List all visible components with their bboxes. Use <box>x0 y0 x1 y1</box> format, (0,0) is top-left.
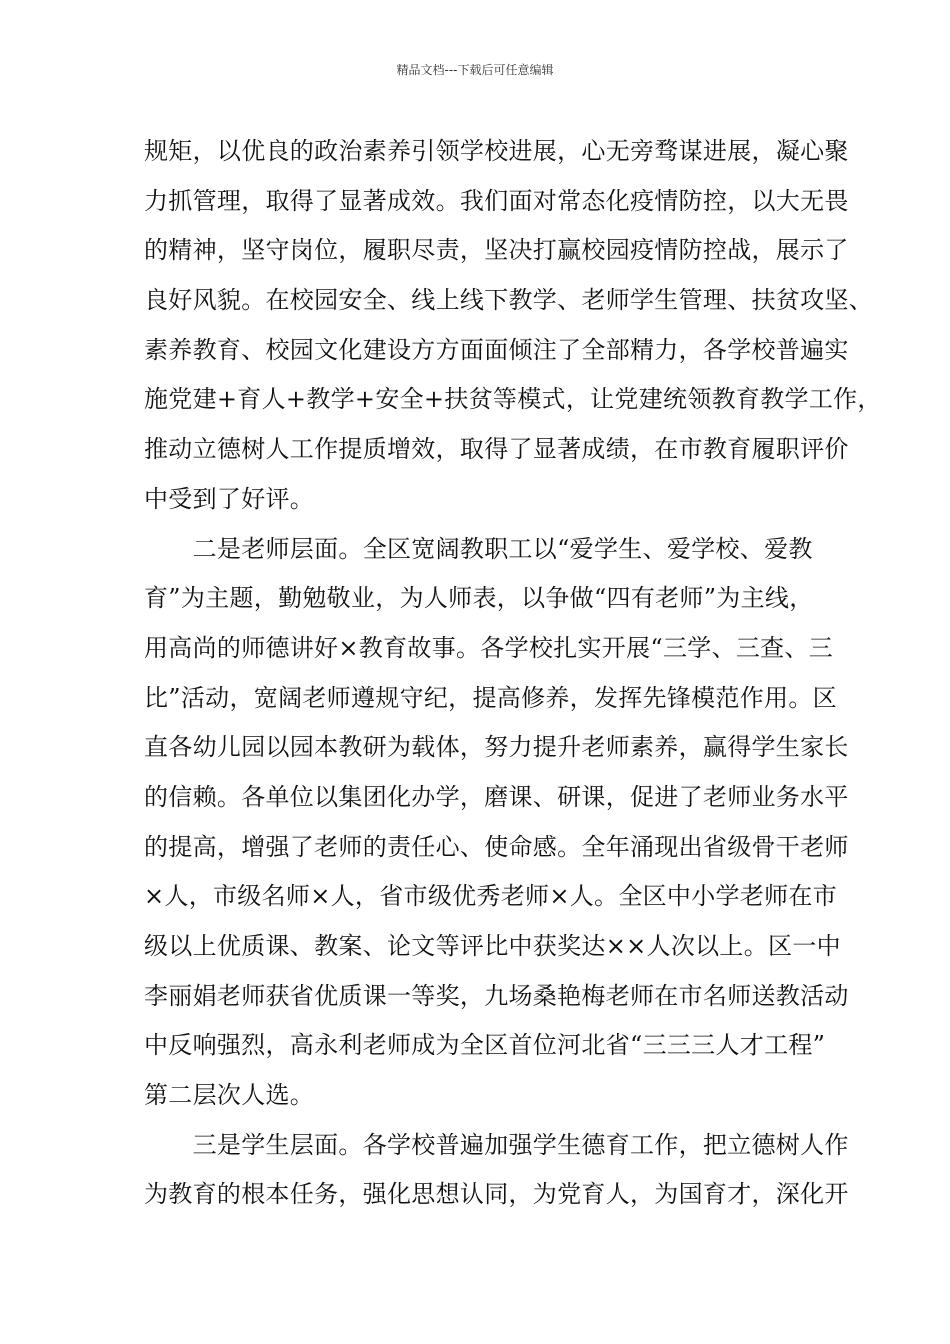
text-line: 级以上优质课、教案、论文等评比中获奖达××人次以上。区一中 <box>144 932 841 960</box>
text-line: 二是老师层面。全区宽阔教职工以“爱学生、爱学校、爱教 <box>144 534 813 563</box>
text-line: 素养教育、校园文化建设方方面面倾注了全部精力，各学校普遍实 <box>144 335 849 364</box>
text-line: 施党建+育人+教学+安全+扶贫等模式，让党建统领教育教学工作， <box>144 385 882 414</box>
text-line: 规矩，以优良的政治素养引领学校进展，心无旁骛谋进展，凝心聚 <box>144 137 849 165</box>
page-header: 精品文档---下载后可任意编辑 <box>396 63 554 77</box>
text-line: 的精神，坚守岗位，履职尽责，坚决打赢校园疫情防控战，展示了 <box>144 236 849 265</box>
text-line: 李丽娟老师获省优质课一等奖，九场桑艳梅老师在市名师送教活动 <box>144 981 849 1010</box>
text-line: 用高尚的师德讲好×教育故事。各学校扎实开展“三学、三查、三 <box>144 633 834 662</box>
text-line: 第二层次人选。 <box>144 1081 315 1110</box>
text-line: 力抓管理，取得了显著成效。我们面对常态化疫情防控，以大无畏 <box>144 186 849 215</box>
text-line: 中受到了好评。 <box>144 484 315 513</box>
text-line: 比”活动，宽阔老师遵规守纪，提高修养，发挥先锋模范作用。区 <box>144 683 837 712</box>
text-line: ×人，市级名师×人，省市级优秀老师×人。全区中小学老师在市 <box>144 882 838 911</box>
text-line: 中反响强烈，高永利老师成为全区首位河北省“三三三人才工程” <box>144 1031 826 1060</box>
text-line: 的信赖。各单位以集团化办学，磨课、研课，促进了老师业务水平 <box>144 782 849 811</box>
text-line: 的提高，增强了老师的责任心、使命感。全年涌现出省级骨干老师 <box>144 832 849 861</box>
text-line: 直各幼儿园以园本教研为载体，努力提升老师素养，赢得学生家长 <box>144 733 849 762</box>
text-line: 育”为主题，勤勉敬业，为人师表，以争做“四有老师”为主线， <box>144 584 814 613</box>
text-line: 为教育的根本任务，强化思想认同，为党育人，为国育才，深化开 <box>144 1180 849 1209</box>
text-line: 良好风貌。在校园安全、线上线下教学、老师学生管理、扶贫攻坚、 <box>144 286 873 315</box>
document-body <box>144 127 882 1220</box>
text-line: 推动立德树人工作提质增效，取得了显著成绩，在市教育履职评价 <box>144 435 849 464</box>
text-line: 三是学生层面。各学校普遍加强学生德育工作，把立德树人作 <box>144 1130 849 1159</box>
